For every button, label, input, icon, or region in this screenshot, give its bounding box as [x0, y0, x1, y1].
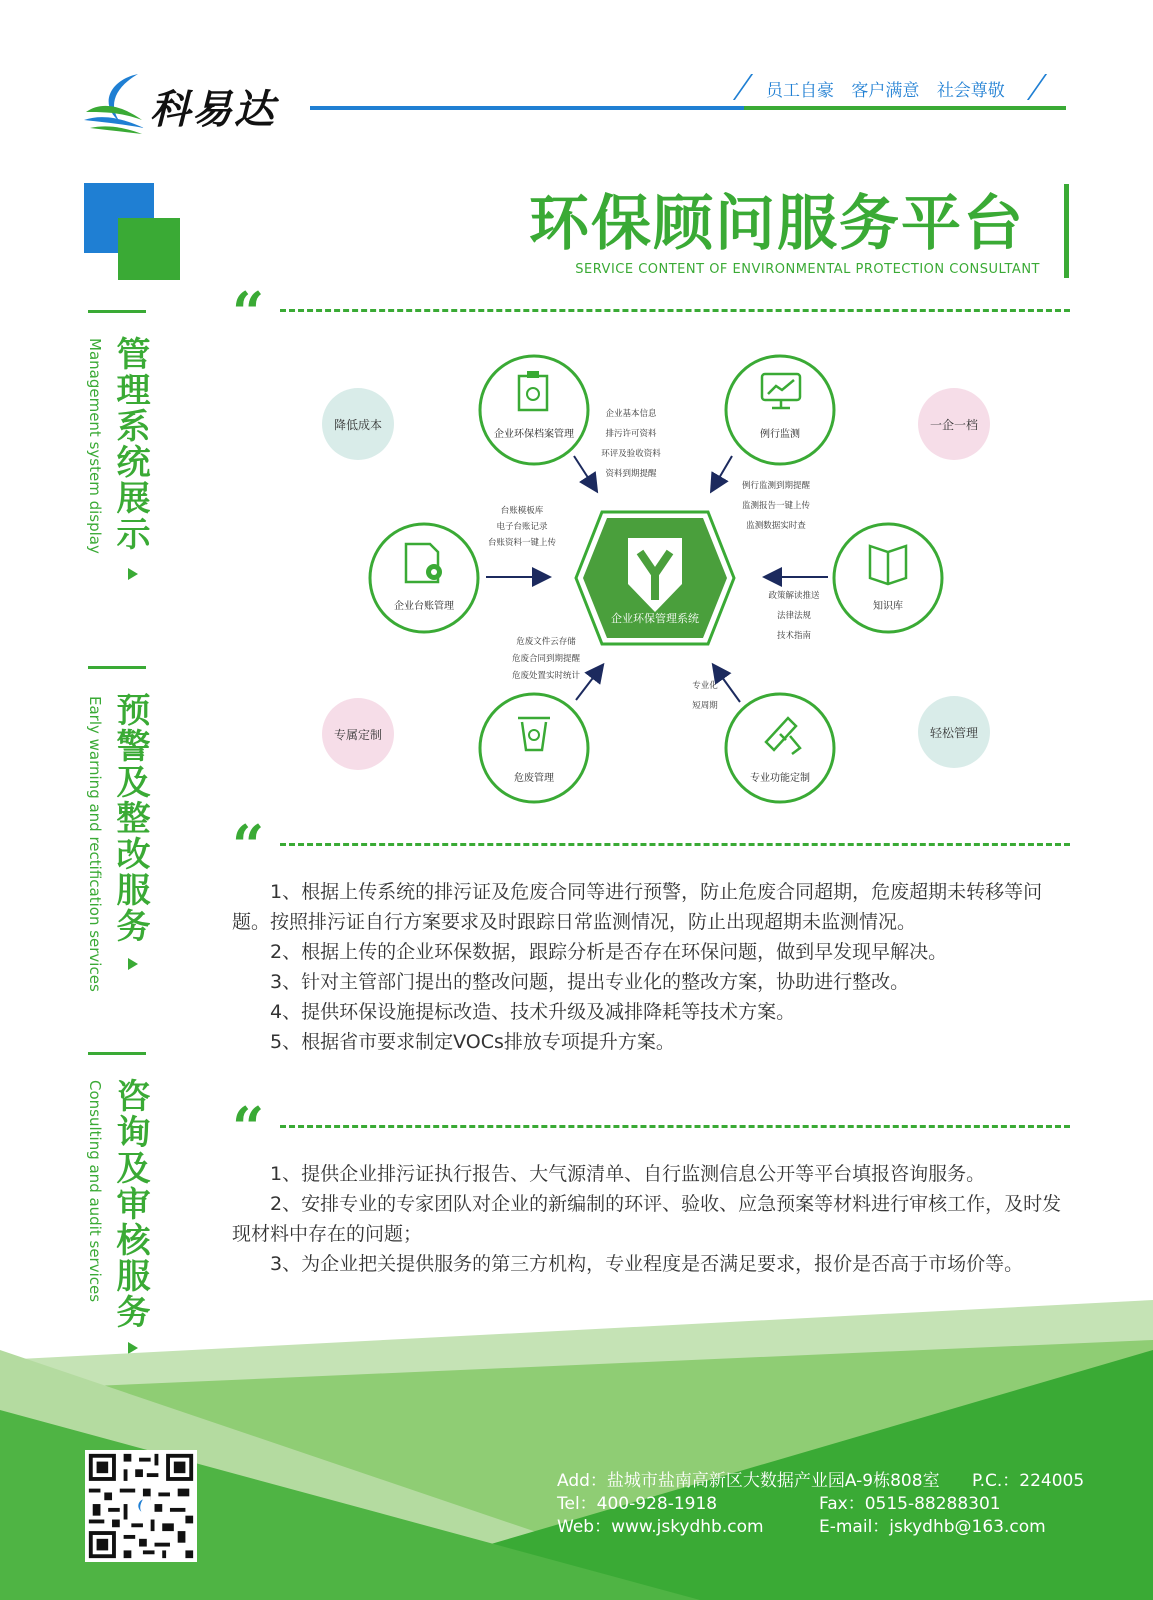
quote-mark-icon: “: [232, 280, 265, 346]
node-knowledge: [834, 524, 942, 632]
paragraph: 5、根据省市要求制定VOCs排放专项提升方案。: [270, 1031, 675, 1053]
paragraph: 4、提供环保设施提标改造、技术升级及减排降耗等技术方案。: [270, 1001, 796, 1023]
slogan-item: 客户满意: [851, 81, 920, 101]
decor-green-square: [118, 218, 180, 280]
svg-text:电子台账记录: 电子台账记录: [496, 522, 548, 532]
svg-text:企业环保管理系统: 企业环保管理系统: [611, 612, 699, 625]
side-divider: [88, 1052, 146, 1055]
svg-text:监测报告一键上传: 监测报告一键上传: [741, 501, 811, 511]
side-subheading-warning: Early warning and rectification services: [86, 696, 104, 992]
svg-text:轻松管理: 轻松管理: [929, 726, 979, 740]
slogan: [760, 76, 1011, 101]
svg-text:环评及验收资料: 环评及验收资料: [601, 449, 661, 459]
notes-knowledge: [768, 590, 820, 641]
paragraph: 3、为企业把关提供服务的第三方机构，专业程度是否满足要求，报价是否高于市场价等。: [270, 1253, 1024, 1275]
node-hazard: [480, 694, 588, 802]
qr-code[interactable]: [85, 1450, 197, 1562]
slogan-item: 社会尊敬: [936, 81, 1005, 101]
footer-postcode: P.C.：224005: [972, 1471, 1085, 1491]
svg-text:知识库: 知识库: [873, 601, 903, 612]
svg-text:危废管理: 危废管理: [514, 773, 554, 784]
paragraph: 2、安排专业的专家团队对企业的新编制的环评、验收、应急预案等材料进行审核工作，及时发现材料中存在的问题；: [232, 1193, 1062, 1245]
svg-text:企业基本信息: 企业基本信息: [605, 409, 657, 419]
logo-text: 科易达: [150, 86, 276, 133]
side-heading-warning: 预警及整改服务: [110, 692, 150, 944]
footer-website-link[interactable]: Web：www.jskydhb.com: [557, 1517, 764, 1537]
svg-text:台账资料一键上传: 台账资料一键上传: [487, 538, 557, 548]
svg-text:一企一档: 一企一档: [929, 418, 979, 432]
svg-text:降低成本: 降低成本: [333, 418, 383, 432]
quote-mark-icon: “: [232, 813, 265, 879]
svg-text:短周期: 短周期: [692, 701, 718, 711]
side-arrow-icon: [128, 568, 138, 580]
side-arrow-icon: [128, 958, 138, 970]
consulting-services-text: [232, 1159, 1072, 1279]
header-blue-line: [310, 106, 744, 110]
slogan-item: 员工自豪: [766, 81, 834, 101]
page-title: 环保顾问服务平台: [529, 189, 1025, 259]
bubble-exclusive: [322, 698, 394, 770]
footer-fax: Fax：0515-88288301: [819, 1494, 1001, 1514]
paragraph: 2、根据上传的企业环保数据，跟踪分析是否存在环保问题，做到早发现早解决。: [270, 941, 948, 963]
svg-text:专业化: 专业化: [692, 681, 718, 691]
side-divider: [88, 666, 146, 669]
header-green-line: [744, 106, 1066, 110]
svg-text:企业环保档案管理: 企业环保档案管理: [494, 429, 574, 440]
svg-text:专属定制: 专属定制: [333, 728, 383, 742]
notes-monitor: [742, 480, 811, 531]
svg-text:监测数据实时查: 监测数据实时查: [746, 521, 806, 531]
side-divider: [88, 310, 146, 313]
svg-text:技术指南: 技术指南: [776, 631, 812, 641]
node-archive: [480, 356, 588, 464]
bubble-easy: [918, 696, 990, 768]
quote-mark-icon: “: [232, 1095, 265, 1161]
bubble-one-file: [918, 388, 990, 460]
svg-text:危废文件云存储: 危废文件云存储: [516, 637, 576, 647]
section-divider: [280, 1125, 1070, 1128]
paragraph: 1、根据上传系统的排污证及危废合同等进行预警，防止危废合同超期，危废超期未转移等问题。按照排污证自行方案要求及时跟踪日常监测情况，防止出现超期未监测情况。: [232, 881, 1043, 933]
slogan-slash-right: [1027, 74, 1047, 100]
bubble-cost: [322, 388, 394, 460]
center-system-hexagon: [576, 512, 734, 644]
node-ledger: [370, 524, 478, 632]
slogan-slash-left: [733, 74, 753, 100]
side-subheading-consulting: Consulting and audit services: [86, 1080, 104, 1303]
svg-text:企业台账管理: 企业台账管理: [394, 601, 454, 612]
svg-text:法律法规: 法律法规: [776, 611, 812, 621]
paragraph: 3、针对主管部门提出的整改问题，提出专业化的整改方案，协助进行整改。: [270, 971, 910, 993]
svg-text:排污许可资料: 排污许可资料: [605, 429, 657, 439]
svg-text:例行监测到期提醒: 例行监测到期提醒: [741, 481, 811, 491]
svg-text:台账模板库: 台账模板库: [500, 506, 544, 516]
management-system-diagram: [300, 338, 1000, 828]
svg-text:资料到期提醒: 资料到期提醒: [605, 469, 657, 479]
notes-archive: [601, 408, 661, 479]
svg-text:危废合同到期提醒: 危废合同到期提醒: [511, 654, 581, 664]
footer-tel[interactable]: Tel：400-928-1918: [557, 1494, 718, 1514]
warning-services-text: [232, 877, 1072, 1057]
section-divider: [280, 309, 1070, 312]
notes-ledger: [488, 505, 557, 548]
notes-custom: [692, 680, 718, 711]
paragraph: 1、提供企业排污证执行报告、大气源清单、自行监测信息公开等平台填报咨询服务。: [270, 1163, 986, 1185]
svg-text:例行监测: 例行监测: [760, 429, 800, 440]
page-subtitle: SERVICE CONTENT OF ENVIRONMENTAL PROTECTION CONSULTANT: [575, 262, 1040, 277]
svg-text:专业功能定制: 专业功能定制: [750, 773, 810, 784]
section-divider: [280, 843, 1070, 846]
node-custom: [726, 694, 834, 802]
side-heading-consulting: 咨询及审核服务: [110, 1078, 150, 1330]
footer-address: Add：盐城市盐南高新区大数据产业园A-9栋808室: [557, 1471, 940, 1491]
footer-email-link[interactable]: E-mail：jskydhb@163.com: [819, 1517, 1046, 1537]
side-subheading-management: Management system display: [86, 338, 104, 554]
node-monitor: [726, 356, 834, 464]
side-heading-management: 管理系统展示: [110, 336, 150, 552]
title-accent-bar: [1064, 184, 1069, 278]
notes-hazard: [512, 636, 581, 681]
svg-text:政策解读推送: 政策解读推送: [768, 591, 820, 601]
svg-text:危废处置实时统计: 危废处置实时统计: [511, 671, 581, 681]
